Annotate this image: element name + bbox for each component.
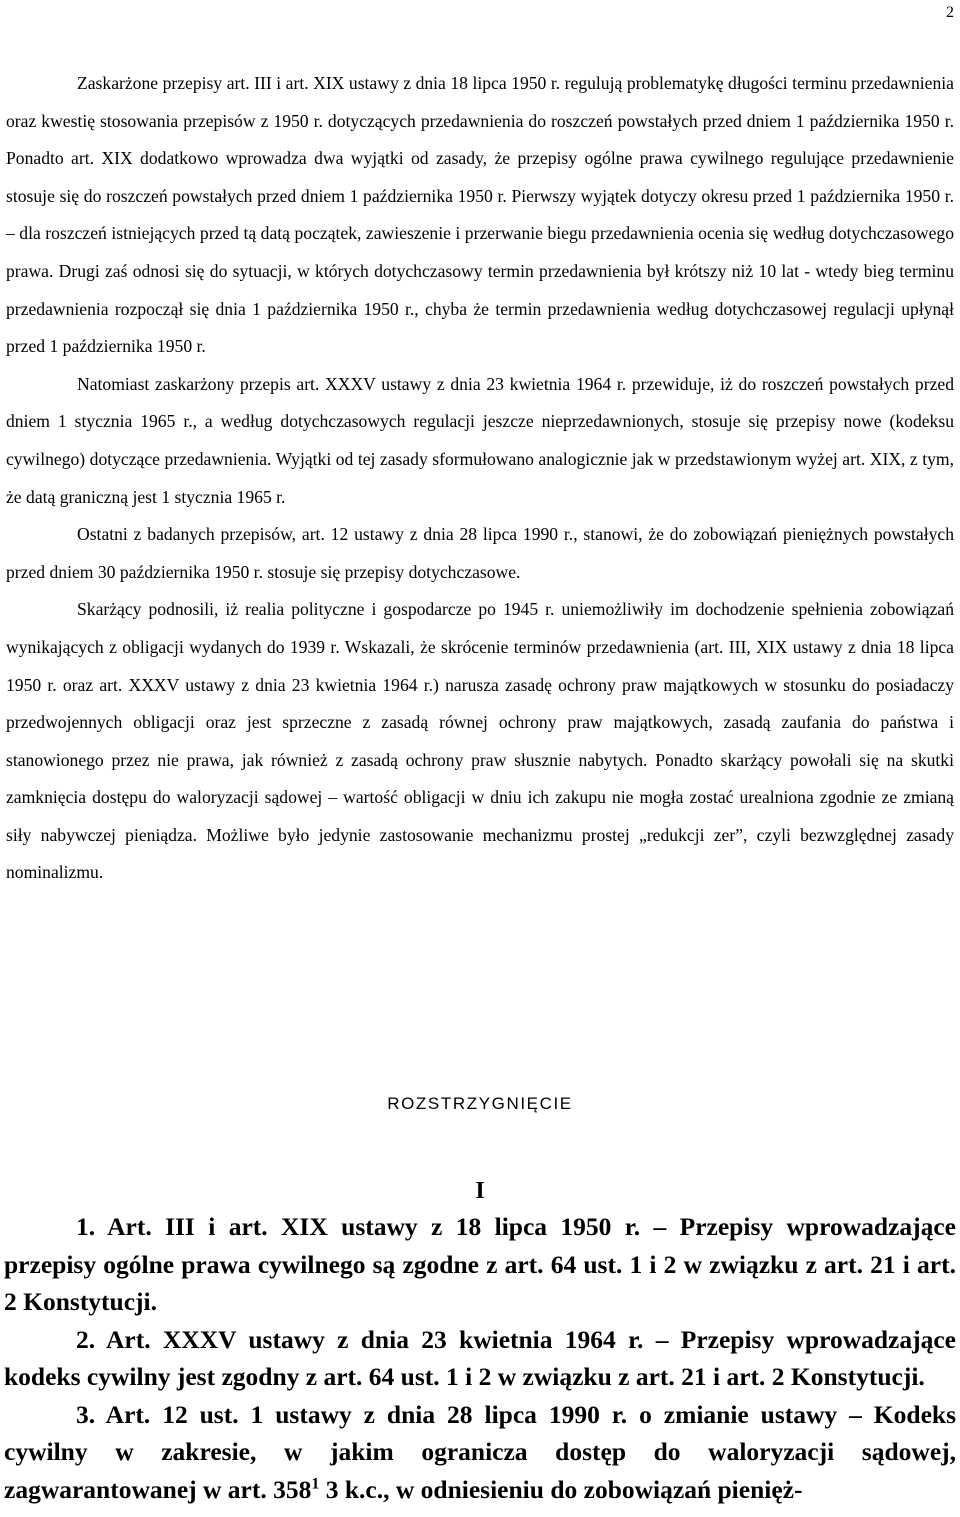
paragraph-1: Zaskarżone przepisy art. III i art. XIX ustawy z dnia 18 lipca 1950 r. regulują problematykę długości terminu przedawnienia oraz kwestię stosowania przepisów z 1950 r. dotyczących przedawnienia do roszczeń powstałych przed dniem 1 października 1950 r. Ponadto art. XIX dodatkowo wprowadza dwa wyjątki od zasady, że przepisy ogólne prawa cywilnego regulujące przedawnienie stosuje się do roszczeń powstałych przed dniem 1 października 1950 r. Pierwszy wyjątek dotyczy okresu przed 1 października 1950 r. – dla roszczeń istniejących przed tą datą początek, zawieszenie i przerwanie biegu przedawnienia ocenia się według dotychczasowego prawa. Drugi zaś odnosi się do sytuacji, w których dotychczasowy termin przedawnienia był krótszy niż 10 lat - wtedy bieg terminu przedawnienia rozpoczął się dnia 1 października 1950 r., chyba że termin przedawnienia według dotychczasowej regulacji upłynął przed 1 października 1950 r. bbox=[6, 73, 954, 357]
paragraph-3: Ostatni z badanych przepisów, art. 12 ustawy z dnia 28 lipca 1990 r., stanowi, że do zobowiązań pieniężnych powstałych przed dniem 30 października 1950 r. stosuje się przepisy dotychczasowe. bbox=[6, 524, 954, 582]
section-heading: ROZSTRZYGNIĘCIE bbox=[387, 1094, 573, 1113]
paragraph-4: Skarżący podnosili, iż realia polityczne i gospodarcze po 1945 r. uniemożliwiły im dochodzenie spełnienia zobowiązań wynikających z obligacji wydanych do 1939 r. Wskazali, że skrócenie terminów przedawnienia (art. III, XIX ustawy z dnia 18 lipca 1950 r. oraz art. XXXV ustawy z dnia 23 kwietnia 1964 r.) narusza zasadę ochrony praw majątkowych w stosunku do posiadaczy przedwojennych obligacji oraz jest sprzeczne z zasadą równej ochrony praw majątkowych, zasadą zaufania do państwa i stanowionego przez nie prawa, jak również z zasadą ochrony praw słusznie nabytych. Ponadto skarżący powołali się na skutki zamknięcia dostępu do waloryzacji sądowej – wartość obligacji w dniu ich zakupu nie mogła zostać urealniona zgodnie ze zmianą siły nabywczej pieniądza. Możliwe było jedynie zastosowanie mechanizmu prostej „redukcji zer”, czyli bezwzględnej zasady nominalizmu. bbox=[6, 599, 954, 883]
ruling-item-3-superscript: 1 bbox=[311, 1475, 320, 1492]
page-number: 2 bbox=[946, 4, 954, 21]
ruling-item-3-text: 3. Art. 12 ust. 1 ustawy z dnia 28 lipca 1990 r. o zmianie ustawy – Kodeks cywilny w zakresie, w jakim ogranicza dostęp do waloryzacji sądowej, zagwarantowanej w art. 358 bbox=[4, 1399, 956, 1504]
ruling-item-1: 1. Art. III i art. XIX ustawy z 18 lipca 1950 r. – Przepisy wprowadzające przepisy ogólne prawa cywilnego są zgodne z art. 64 ust. 1 i 2 w związku z art. 21 i art. 2 Konstytucji. bbox=[4, 1212, 956, 1316]
ruling-item-3 bbox=[4, 1396, 956, 1509]
ruling-item-3-text-end: 3 k.c., w odniesieniu do zobowiązań pienięż- bbox=[319, 1474, 803, 1504]
paragraph-2: Natomiast zaskarżony przepis art. XXXV ustawy z dnia 23 kwietnia 1964 r. przewiduje, iż do roszczeń powstałych przed dniem 1 stycznia 1965 r., a według dotychczasowych regulacji jeszcze nieprzedawnionych, stosuje się przepisy nowe (kodeksu cywilnego) dotyczące przedawnienia. Wyjątki od tej zasady sformułowano analogicznie jak w przedstawionym wyżej art. XIX, z tym, że datą graniczną jest 1 stycznia 1965 r. bbox=[6, 373, 954, 507]
roman-numeral: I bbox=[475, 1178, 485, 1204]
body-text bbox=[6, 65, 954, 892]
ruling-item-2: 2. Art. XXXV ustawy z dnia 23 kwietnia 1964 r. – Przepisy wprowadzające kodeks cywilny jest zgodny z art. 64 ust. 1 i 2 w związku z art. 21 i art. 2 Konstytucji. bbox=[4, 1324, 956, 1391]
ruling-list bbox=[4, 1208, 956, 1508]
